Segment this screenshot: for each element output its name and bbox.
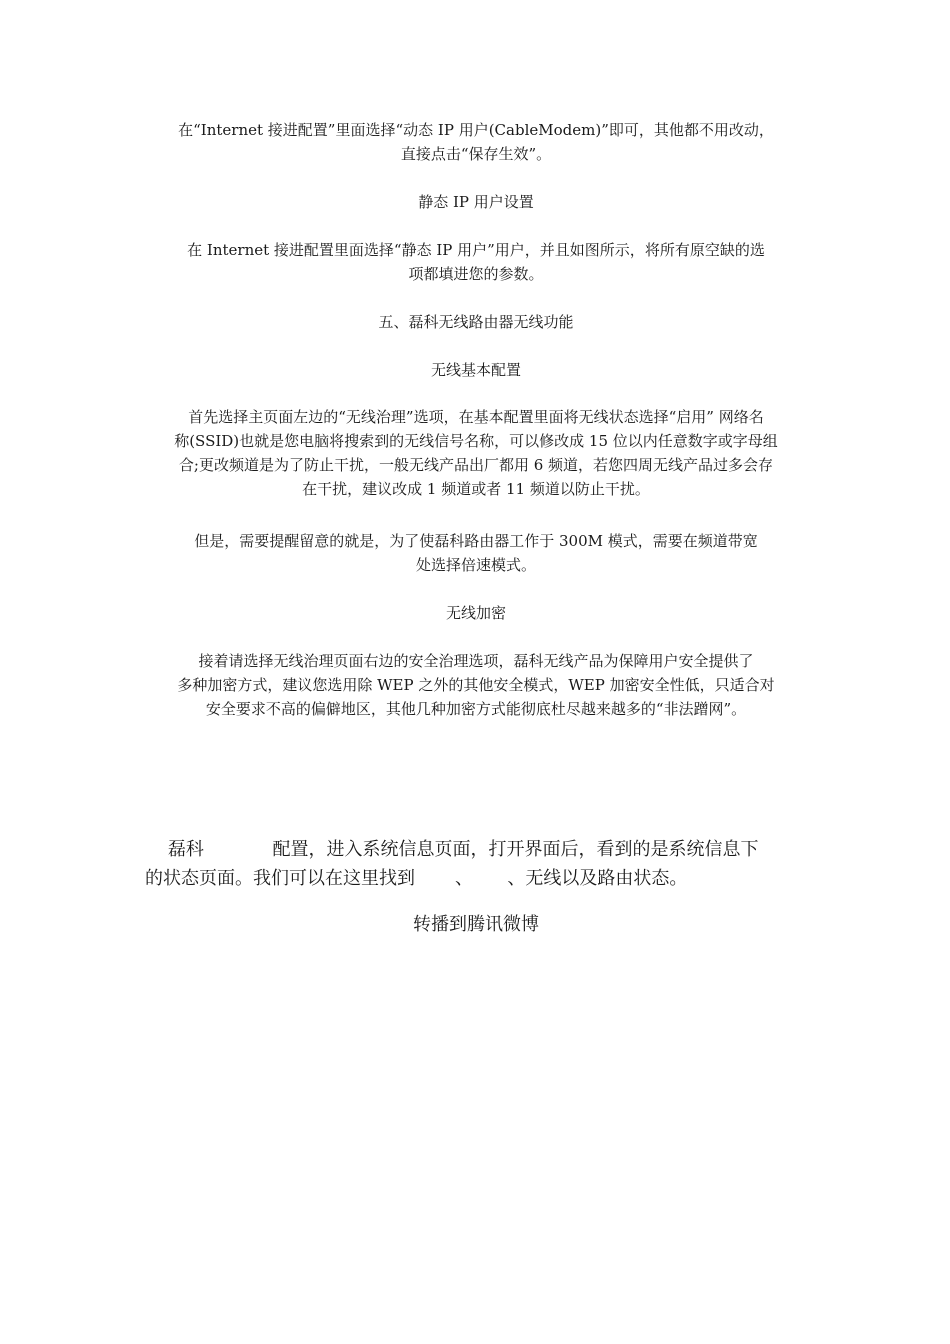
paragraph-line: 合;更改频道是为了防止干扰，一般无线产品出厂都用 6 频道，若您四周无线产品过多会存 — [178, 456, 774, 474]
share-to-tencent-weibo-link[interactable]: 转播到腾讯微博 — [413, 914, 539, 935]
paragraph-static-ip — [145, 238, 807, 286]
heading-section-five: 五、磊科无线路由器无线功能 — [378, 313, 574, 331]
paragraph-line: 但是，需要提醒留意的就是，为了使磊科路由器工作于 300M 模式，需要在频道带宽 — [194, 532, 758, 550]
paragraph-line: 安全要求不高的偏僻地区，其他几种加密方式能彻底杜尽越来越多的“非法蹭网”。 — [205, 700, 747, 718]
paragraph-line: 处选择倍速模式。 — [415, 556, 536, 574]
paragraph-line: 磊科 配置，进入系统信息页面，打开界面后，看到的是系统信息下 — [145, 839, 759, 860]
paragraph-line: 接着请选择无线治理页面右边的安全治理选项，磊科无线产品为保障用户安全提供了 — [198, 652, 754, 670]
paragraph-300m-mode — [145, 529, 807, 577]
paragraph-line: 称(SSID)也就是您电脑将搜索到的无线信号名称，可以修改成 15 位以内任意数字或字母组 — [174, 432, 778, 450]
heading-encryption: 无线加密 — [445, 604, 506, 622]
paragraph-line: 的状态页面。我们可以在这里找到 、 、无线以及路由状态。 — [145, 868, 688, 889]
paragraph-wireless-basic — [145, 405, 807, 501]
paragraph-line: 在“Internet 接进配置”里面选择“动态 IP 用户(CableModem)”即可，其他都不用改动， — [178, 121, 774, 139]
paragraph-encryption — [145, 649, 807, 721]
paragraph-line: 项都填进您的参数。 — [408, 265, 544, 283]
paragraph-line: 直接点击“保存生效”。 — [400, 145, 552, 163]
paragraph-line: 在 Internet 接进配置里面选择“静态 IP 用户”用户，并且如图所示，将所有原空缺的选 — [187, 241, 765, 259]
paragraph-line: 首先选择主页面左边的“无线治理”选项，在基本配置里面将无线状态选择“启用” 网络名 — [188, 408, 764, 426]
paragraph-line: 多种加密方式，建议您选用除 WEP 之外的其他安全模式，WEP 加密安全性低，只适合对 — [177, 676, 775, 694]
paragraph-dynamic-ip — [145, 118, 807, 166]
heading-wireless-basic: 无线基本配置 — [430, 361, 521, 379]
paragraph-system-info — [145, 835, 807, 893]
paragraph-line: 在干扰，建议改成 1 频道或者 11 频道以防止干扰。 — [302, 480, 650, 498]
heading-static-ip: 静态 IP 用户设置 — [418, 193, 534, 211]
